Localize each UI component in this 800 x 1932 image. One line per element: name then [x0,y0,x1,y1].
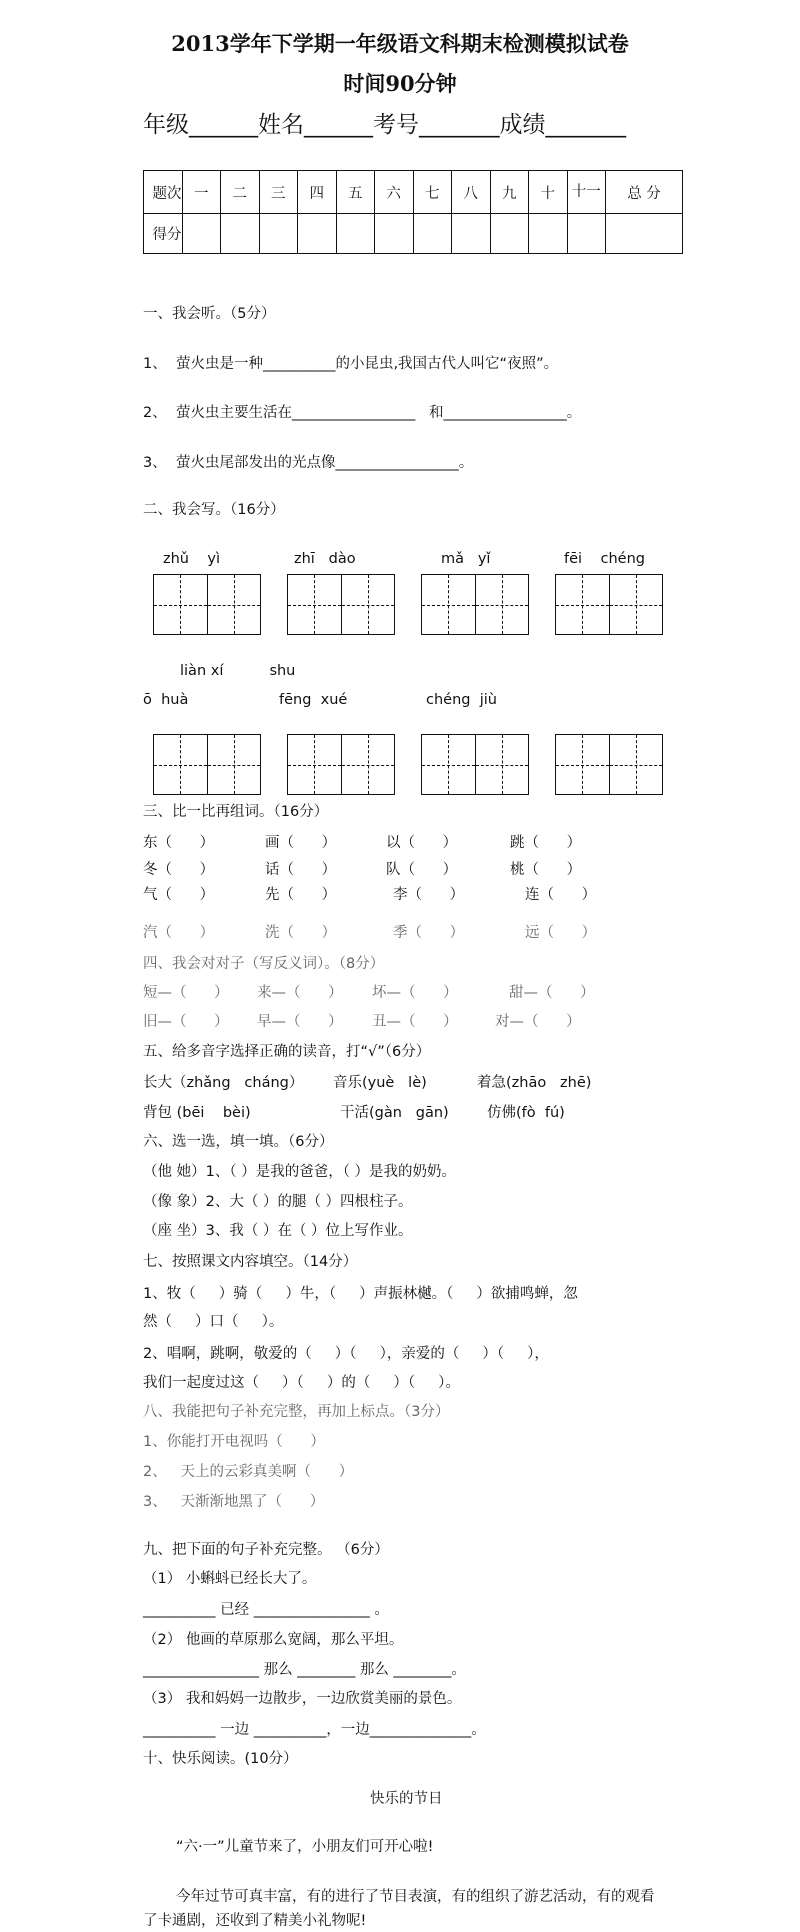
score-header-cell: 七 [413,171,452,214]
score-header-cell: 五 [336,171,375,214]
score-header-cell: 八 [452,171,491,214]
writing-grid[interactable] [287,734,395,795]
score-header-cell: 三 [259,171,298,214]
score-header-cell: 十 [529,171,568,214]
section2-heading: 二、我会写。（16分） [143,502,285,518]
polyphone-item: 长大（zhǎng cháng） [143,1075,304,1091]
word-item: 画（ ） [265,835,337,851]
section1-question: 1、 萤火虫是一种__________的小昆虫,我国古代人叫它“夜照”。 [143,356,559,372]
score-cell[interactable] [606,214,683,254]
score-cell[interactable] [375,214,414,254]
score-cell[interactable] [490,214,529,254]
word-item: 气（ ） [143,887,215,903]
polyphone-item: 干活(gàn gān) [340,1105,449,1121]
section4-heading: 四、我会对对子（写反义词）。（8分） [143,956,385,972]
writing-grid[interactable] [153,574,261,635]
score-header-cell: 一 [182,171,221,214]
antonym-item: 坏—（ ） [372,985,458,1001]
section7-heading: 七、按照课文内容填空。（14分） [143,1254,358,1270]
score-header-cell: 六 [375,171,414,214]
score-cell[interactable] [567,214,606,254]
score-header-cell: 十一 [567,171,606,214]
polyphone-item: 着急(zhāo zhē) [477,1075,592,1091]
antonym-item: 早—（ ） [257,1014,343,1030]
word-item: 洗（ ） [265,925,337,941]
word-item: 先（ ） [265,887,337,903]
word-item: 桃（ ） [510,862,582,878]
word-item: 跳（ ） [510,835,582,851]
polyphone-item: 仿佛(fò fú) [487,1105,565,1121]
antonym-item: 对—（ ） [495,1014,581,1030]
writing-grid[interactable] [153,734,261,795]
fill-line: 我们一起度过这（ ）（ ）的（ ）（ ）。 [143,1375,460,1391]
score-row-label: 得分 [144,214,183,254]
passage-title: 快乐的节日 [370,1791,443,1807]
section6-heading: 六、选一选，填一填。（6分） [143,1134,334,1150]
fill-line: 1、牧（ ）骑（ ）牛，（ ）声振林樾。（ ）欲捕鸣蝉，忽 [143,1286,578,1302]
word-item: 远（ ） [525,925,597,941]
score-cell[interactable] [298,214,337,254]
sentence-line: 2、 天上的云彩真美啊（ ） [143,1464,354,1480]
polyphone-item: 音乐(yuè lè) [333,1075,427,1091]
writing-grid[interactable] [555,574,663,635]
word-item: 冬（ ） [143,862,215,878]
fill-line: （座 坐）3、我（ ）在（ ）位上写作业。 [143,1223,413,1239]
sentence-line: 3、 天渐渐地黑了（ ） [143,1494,325,1510]
section1-heading: 一、我会听。（5分） [143,306,276,322]
pinyin-label: fēng xué [279,692,348,708]
sentence-line: 1、你能打开电视吗（ ） [143,1434,325,1450]
fill-line: 2、唱啊，跳啊，敬爱的（ ）（ ），亲爱的（ ）（ ）， [143,1346,549,1362]
word-item: 队（ ） [386,862,458,878]
score-cell[interactable] [336,214,375,254]
section9-heading: 九、把下面的句子补充完整。 （6分） [143,1542,389,1558]
score-header-cell: 题次 [144,171,183,214]
score-cell[interactable] [221,214,260,254]
score-cell[interactable] [259,214,298,254]
section10-heading: 十、快乐阅读。(10分） [143,1751,298,1767]
sentence-line: （3） 我和妈妈一边散步，一边欣赏美丽的景色。 [143,1691,462,1707]
score-cell[interactable] [413,214,452,254]
section5-heading: 五、给多音字选择正确的读音，打“√”（6分） [143,1044,431,1060]
pinyin-label: zhī dào [294,551,356,567]
antonym-item: 旧—（ ） [143,1014,229,1030]
section3-heading: 三、比一比再组词。（16分） [143,804,329,820]
pinyin-label: liàn xí shu [180,663,296,679]
score-header-cell: 总 分 [606,171,683,214]
writing-grid[interactable] [555,734,663,795]
passage-paragraph: 了卡通剧，还收到了精美小礼物呢! [143,1913,367,1929]
word-item: 连（ ） [525,887,597,903]
fill-line: 然（ ）口（ ）。 [143,1314,284,1330]
pinyin-label: mǎ yǐ [441,551,491,567]
antonym-item: 来—（ ） [257,985,343,1001]
writing-grid[interactable] [287,574,395,635]
sentence-line: （2） 他画的草原那么宽阔，那么平坦。 [143,1632,404,1648]
score-cell[interactable] [182,214,221,254]
pinyin-label: fēi chéng [564,551,645,567]
fill-line: （像 象）2、大（ ）的腿（ ）四根柱子。 [143,1194,413,1210]
score-cell[interactable] [529,214,568,254]
pinyin-label: ō huà [143,692,189,708]
student-info-line: 年级______姓名______考号_______成绩_______ [143,112,626,138]
sentence-line: （1） 小蝌蚪已经长大了。 [143,1571,317,1587]
score-table [143,170,683,254]
word-item: 季（ ） [393,925,465,941]
sentence-line: __________ 一边 __________，一边______________。 [143,1722,486,1738]
word-item: 东（ ） [143,835,215,851]
section1-question: 2、 萤火虫主要生活在_________________ 和_________________。 [143,405,582,421]
pinyin-label: chéng jiù [426,692,497,708]
score-cell[interactable] [452,214,491,254]
passage-paragraph: “六·一”儿童节来了，小朋友们可开心啦! [176,1839,434,1855]
score-header-cell: 二 [221,171,260,214]
word-item: 话（ ） [265,862,337,878]
writing-grid[interactable] [421,734,529,795]
antonym-item: 甜—（ ） [509,985,595,1001]
score-header-cell: 九 [490,171,529,214]
sentence-line: ________________ 那么 ________ 那么 ________。 [143,1662,466,1678]
word-item: 以（ ） [386,835,458,851]
section8-heading: 八、我能把句子补充完整，再加上标点。（3分） [143,1404,450,1420]
exam-title: 2013学年下学期一年级语文科期末检测模拟试卷 [171,31,629,56]
antonym-item: 短—（ ） [143,985,229,1001]
writing-grid[interactable] [421,574,529,635]
score-header-cell: 四 [298,171,337,214]
sentence-line: __________ 已经 ________________ 。 [143,1602,389,1618]
polyphone-item: 背包 (bēi bèi) [143,1105,251,1121]
word-item: 汽（ ） [143,925,215,941]
section1-question: 3、 萤火虫尾部发出的光点像_________________。 [143,455,474,471]
pinyin-label: zhǔ yì [163,551,221,567]
fill-line: （他 她）1、（ ）是我的爸爸，（ ）是我的奶奶。 [143,1164,457,1180]
antonym-item: 丑—（ ） [372,1014,458,1030]
word-item: 李（ ） [393,887,465,903]
exam-time: 时间90分钟 [343,71,457,96]
passage-paragraph: 今年过节可真丰富，有的进行了节目表演，有的组织了游艺活动，有的观看 [176,1889,655,1905]
